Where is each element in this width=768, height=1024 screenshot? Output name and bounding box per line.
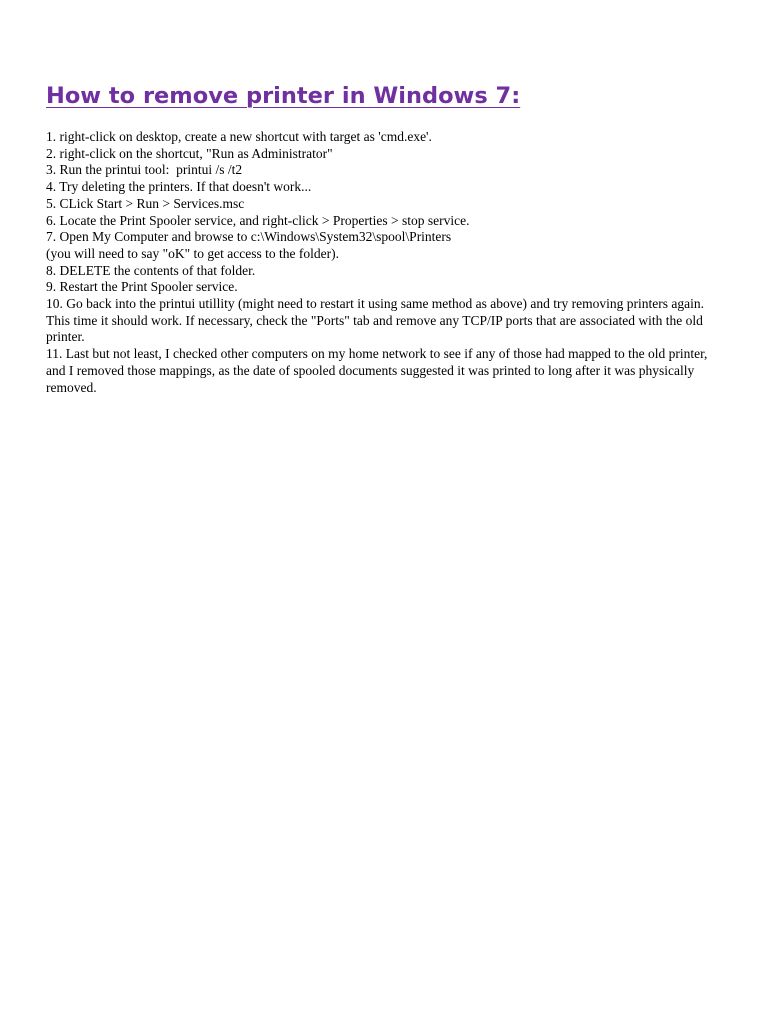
instruction-line: 3. Run the printui tool: printui /s /t2: [46, 162, 243, 178]
instruction-line: 7. Open My Computer and browse to c:\Windows\System32\spool\Printers: [46, 229, 452, 245]
instruction-line: 2. right-click on the shortcut, "Run as Administrator": [46, 145, 333, 161]
instruction-line: 8. DELETE the contents of that folder.: [46, 262, 256, 278]
document-title: How to remove printer in Windows 7:: [46, 83, 521, 109]
instruction-line: (you will need to say "oK" to get access to the folder).: [46, 245, 339, 261]
instruction-line: 11. Last but not least, I checked other computers on my home network to see if any of those had mapped to the old printer, and I removed those mappings, as the date of spooled documents suggested it was printed to long after it was physically removed.: [46, 346, 711, 395]
instruction-line: 9. Restart the Print Spooler service.: [46, 279, 238, 295]
instruction-line: 6. Locate the Print Spooler service, and right-click > Properties > stop service.: [46, 212, 470, 228]
instruction-list: [46, 129, 726, 396]
instruction-line: 5. CLick Start > Run > Services.msc: [46, 195, 245, 211]
instruction-line: 10. Go back into the printui utillity (might need to restart it using same method as above) and try removing printers again. This time it should work. If necessary, check the "Ports" tab and remove any TCP/IP ports that are associated with the old printer.: [46, 296, 708, 345]
instruction-line: 4. Try deleting the printers. If that doesn't work...: [46, 179, 312, 195]
instruction-line: 1. right-click on desktop, create a new shortcut with target as 'cmd.exe'.: [46, 129, 432, 144]
